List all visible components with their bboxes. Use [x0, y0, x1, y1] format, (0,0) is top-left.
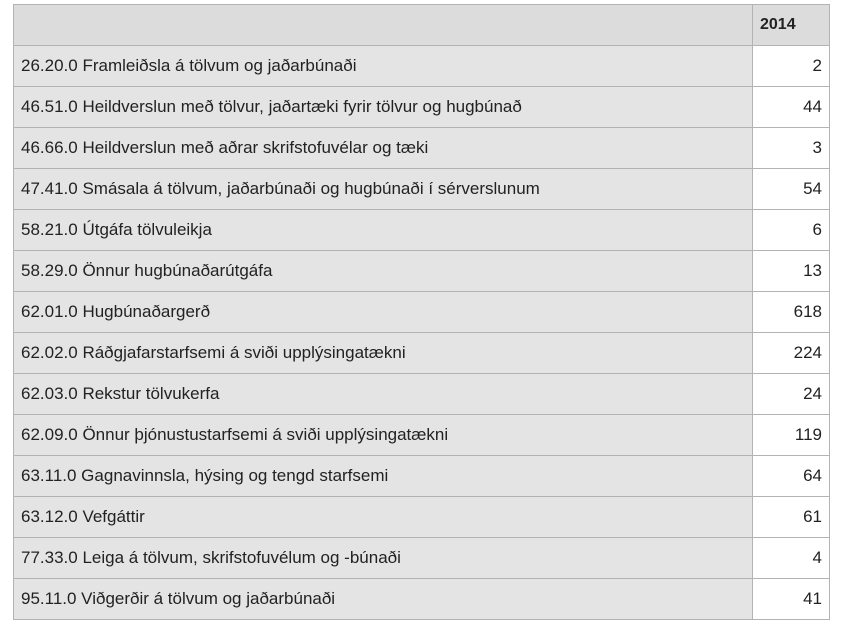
table-row [14, 415, 830, 456]
row-label: 62.01.0 Hugbúnaðargerð [14, 292, 753, 333]
table-row [14, 333, 830, 374]
table-row [14, 374, 830, 415]
row-label: 62.02.0 Ráðgjafarstarfsemi á sviði upplýsingatækni [14, 333, 753, 374]
row-label: 62.09.0 Önnur þjónustustarfsemi á sviði upplýsingatækni [14, 415, 753, 456]
row-value: 54 [753, 169, 830, 210]
table-row [14, 292, 830, 333]
row-value: 24 [753, 374, 830, 415]
row-label: 58.29.0 Önnur hugbúnaðarútgáfa [14, 251, 753, 292]
row-value: 13 [753, 251, 830, 292]
row-label: 47.41.0 Smásala á tölvum, jaðarbúnaði og hugbúnaði í sérverslunum [14, 169, 753, 210]
row-label: 77.33.0 Leiga á tölvum, skrifstofuvélum og -búnaði [14, 538, 753, 579]
row-label: 62.03.0 Rekstur tölvukerfa [14, 374, 753, 415]
row-value: 224 [753, 333, 830, 374]
row-value: 6 [753, 210, 830, 251]
table-row [14, 210, 830, 251]
row-value: 2 [753, 46, 830, 87]
data-table [13, 4, 830, 620]
table-row [14, 87, 830, 128]
row-value: 61 [753, 497, 830, 538]
table-row [14, 538, 830, 579]
table-row [14, 251, 830, 292]
row-label: 63.11.0 Gagnavinnsla, hýsing og tengd starfsemi [14, 456, 753, 497]
table-row [14, 456, 830, 497]
table-row [14, 579, 830, 620]
row-value: 44 [753, 87, 830, 128]
header-year-cell[interactable]: 2014 [753, 5, 830, 46]
header-row [14, 5, 830, 46]
row-value: 618 [753, 292, 830, 333]
header-label-cell [14, 5, 753, 46]
row-label: 26.20.0 Framleiðsla á tölvum og jaðarbúnaði [14, 46, 753, 87]
table-row [14, 497, 830, 538]
row-label: 46.51.0 Heildverslun með tölvur, jaðartæki fyrir tölvur og hugbúnað [14, 87, 753, 128]
row-value: 4 [753, 538, 830, 579]
table-container [13, 4, 830, 620]
row-value: 3 [753, 128, 830, 169]
row-value: 41 [753, 579, 830, 620]
table-row [14, 128, 830, 169]
table-row [14, 169, 830, 210]
table-row [14, 46, 830, 87]
row-value: 64 [753, 456, 830, 497]
row-label: 58.21.0 Útgáfa tölvuleikja [14, 210, 753, 251]
row-label: 95.11.0 Viðgerðir á tölvum og jaðarbúnaði [14, 579, 753, 620]
row-label: 46.66.0 Heildverslun með aðrar skrifstofuvélar og tæki [14, 128, 753, 169]
row-label: 63.12.0 Vefgáttir [14, 497, 753, 538]
row-value: 119 [753, 415, 830, 456]
